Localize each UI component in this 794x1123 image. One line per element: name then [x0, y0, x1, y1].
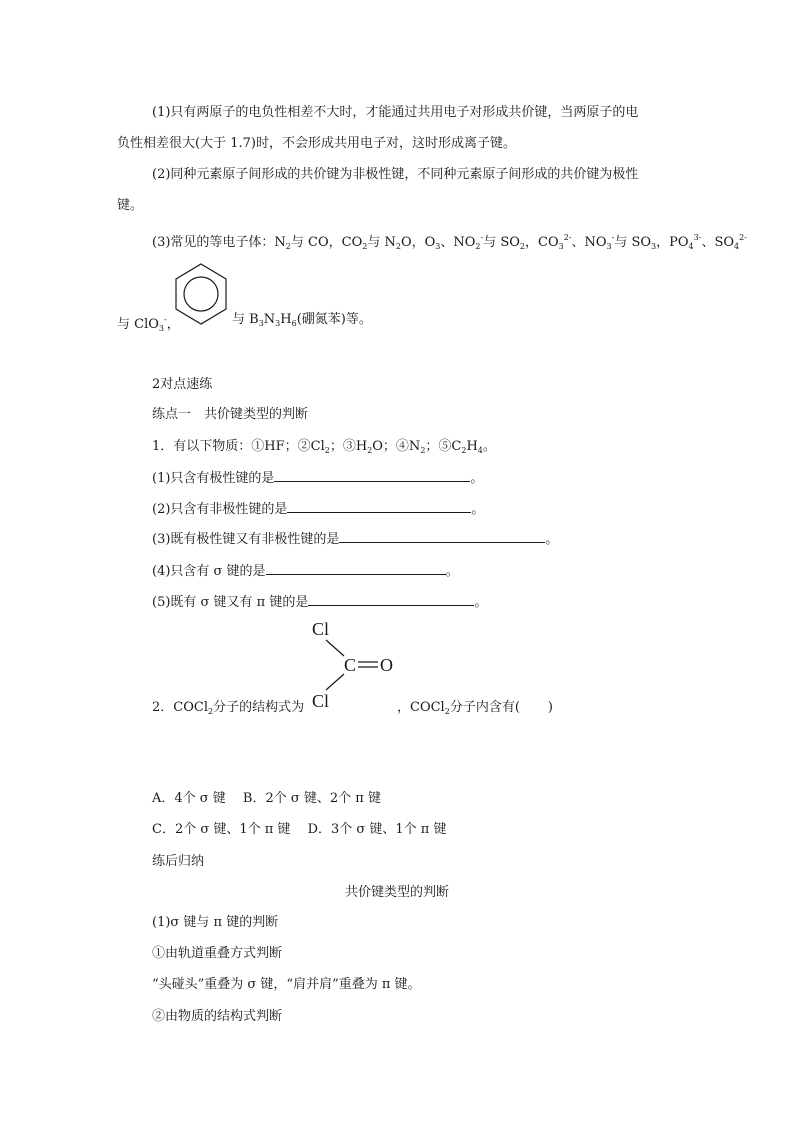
- answer-blank[interactable]: [266, 562, 446, 575]
- note-3-line-2-end: 与 $B_3N_3H_6$(硼氮苯)等。: [232, 312, 372, 328]
- question-2-stem-end: ，COCl$_2$分子内含有( ): [397, 700, 553, 716]
- question-1-item: (5)既有 σ 键又有 π 键的是 。: [152, 595, 488, 610]
- question-1-item: (2)只含有非极性键的是 。: [152, 502, 485, 517]
- answer-blank[interactable]: [308, 593, 474, 606]
- note-3-line-1: (3)常见的等电子体：$N_2$与 CO，$CO_2$与 $N_2O$，$O_3$、$NO_2^-$与 $SO_2$，$CO_3^{2-}$、$NO_3^-$与 $SO_3$，$PO_4^{3-}$、$SO_4^{2-}$: [152, 233, 747, 251]
- chlorine-bottom-label: Cl: [312, 691, 330, 711]
- answer-blank[interactable]: [287, 500, 471, 513]
- carbon-label: C: [344, 655, 357, 675]
- note-1-line-2: 负性相差很大(大于 1.7)时，不会形成共用电子对，这时形成离子键。: [117, 136, 516, 151]
- note-2-line-2: 键。: [117, 198, 144, 213]
- question-2-stem: 2．COCl$_2$分子的结构式为: [152, 700, 305, 716]
- summary-point-1b: ②由物质的结构式判断: [152, 1009, 283, 1024]
- question-1-item: (3)既有极性键又有非极性键的是 。: [152, 532, 559, 547]
- answer-blank[interactable]: [274, 469, 470, 482]
- question-2-options-1: A．4个 σ 键 B．2个 σ 键、2个 π 键: [152, 791, 381, 806]
- summary-heading: 练后归纳: [152, 854, 205, 869]
- question-1-item: (1)只含有极性键的是 。: [152, 471, 484, 486]
- chlorine-top-label: Cl: [312, 619, 330, 639]
- question-2-options-2: C．2个 σ 键、1个 π 键 D．3个 σ 键、1个 π 键: [152, 822, 447, 837]
- note-1-line-1: (1)只有两原子的电负性相差不大时，才能通过共用电子对形成共价键，当两原子的电: [152, 105, 639, 120]
- cocl2-structure-icon: [306, 618, 406, 714]
- oxygen-label: O: [380, 655, 393, 675]
- summary-point-1a-text: “头碰头”重叠为 σ 键，“肩并肩”重叠为 π 键。: [152, 977, 421, 992]
- summary-title: 共价键类型的判断: [344, 885, 449, 900]
- note-2-line-1: (2)同种元素原子间形成的共价键为非极性键，不同种元素原子间形成的共价键为极性: [152, 167, 639, 182]
- answer-blank[interactable]: [339, 530, 545, 543]
- question-1-item: (4)只含有 σ 键的是 。: [152, 564, 459, 579]
- question-1-stem: 1．有以下物质：①HF；$②Cl_2$；$③H_2O$；$④N_2$；$⑤C_2H_4$。: [152, 439, 496, 455]
- summary-point-1a: ①由轨道重叠方式判断: [152, 946, 283, 961]
- summary-point-1: (1)σ 键与 π 键的判断: [152, 915, 279, 930]
- note-3-line-2-start: 与 ClO$_3$-，: [117, 315, 180, 333]
- practice-title: 练点一 共价键类型的判断: [152, 407, 309, 422]
- section-heading: 2对点速练: [152, 377, 213, 392]
- benzene-structure-icon: [172, 262, 230, 326]
